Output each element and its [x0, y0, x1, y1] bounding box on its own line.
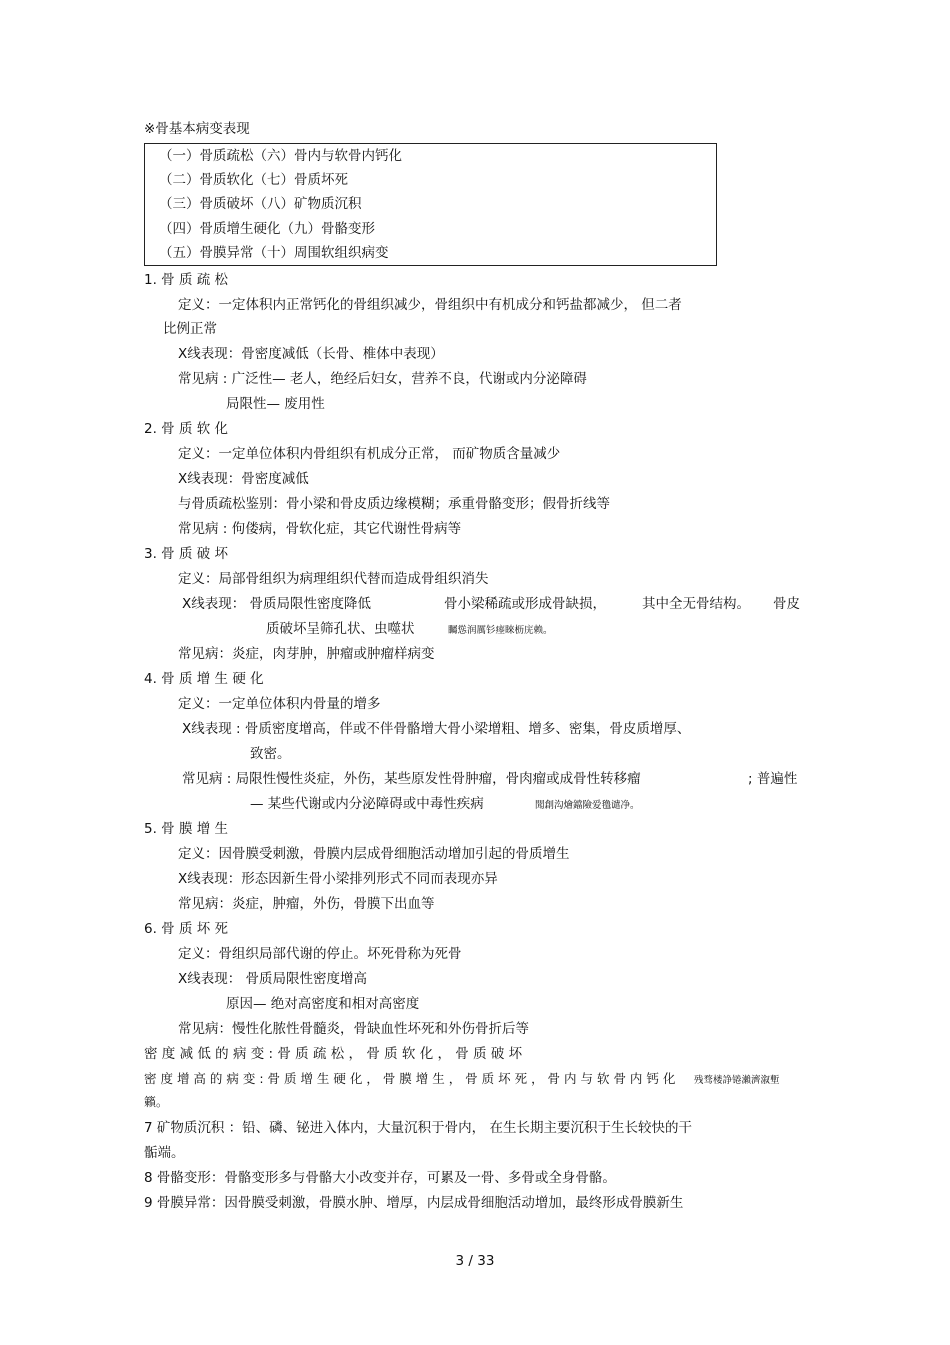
section-title-1: 1. 骨 质 疏 松	[144, 272, 229, 288]
summary-row: （四）骨质增生硬化（九）骨骼变形	[159, 221, 375, 237]
summary-row: （二）骨质软化（七）骨质坏死	[159, 172, 348, 188]
text-line: 定义：骨组织局部代谢的停止。坏死骨称为死骨	[178, 946, 462, 962]
summary-row: （三）骨质破坏（八）矿物质沉积	[159, 196, 362, 212]
text-line: 定义：一定单位体积内骨量的增多	[178, 696, 381, 712]
text-line: 定义：一定体积内正常钙化的骨组织减少，骨组织中有机成分和钙盐都减少， 但二者	[178, 297, 682, 313]
text-line: 常见病：炎症，肿瘤，外伤，骨膜下出血等	[178, 896, 435, 912]
text-line: 9 骨膜异常：因骨膜受刺激，骨膜水肿、增厚，内层成骨细胞活动增加，最终形成骨膜新生	[144, 1195, 684, 1211]
text-line: 常见病：慢性化脓性骨髓炎，骨缺血性坏死和外伤骨折后等	[178, 1021, 529, 1037]
text-line: 常见病 : 佝偻病，骨软化症，其它代谢性骨病等	[178, 521, 462, 537]
text-line: X线表现 : 骨质密度增高，伴或不伴骨骼增大骨小梁增粗、增多、密集，骨皮质增厚、	[182, 721, 691, 737]
text-line: 原因— 绝对高密度和相对高密度	[226, 996, 420, 1012]
section-title-4: 4. 骨 质 增 生 硬 化	[144, 671, 264, 687]
text-line: X线表现：形态因新生骨小梁排列形式不同而表现亦异	[178, 871, 498, 887]
text-line: 局限性— 废用性	[226, 396, 325, 412]
summary-box	[144, 143, 717, 266]
summary-row: （一）骨质疏松（六）骨内与软骨内钙化	[159, 148, 402, 164]
text-line: 质破坏呈筛孔状、虫噬状	[266, 621, 415, 637]
section-heading: ※骨基本病变表现	[144, 121, 250, 137]
section-title-6: 6. 骨 质 坏 死	[144, 921, 229, 937]
text-line: X线表现： 骨质局限性密度降低	[182, 596, 372, 612]
text-line: X线表现：骨密度减低	[178, 471, 309, 487]
text-line: 密 度 增 高 的 病 变 : 骨 质 增 生 硬 化 ， 骨 膜 增 生 ， 骨 质 坏 死 ， 骨 内 与 软 骨 内 钙 化	[144, 1071, 676, 1086]
summary-row: （五）骨膜异常（十）周围软组织病变	[159, 245, 389, 261]
section-title-2: 2. 骨 质 软 化	[144, 421, 229, 437]
text-line: 骨皮	[773, 596, 800, 612]
text-line: 常见病 : 广泛性— 老人，绝经后妇女，营养不良，代谢或内分泌障碍	[178, 371, 587, 387]
watermark-text: 聞創沟燴鐺險爱氇谴净。	[535, 800, 640, 811]
section-title-5: 5. 骨 膜 增 生	[144, 821, 229, 837]
watermark-text: 残骛楼諍锩瀨濟溆塹	[694, 1075, 780, 1086]
text-line: 常见病 : 局限性慢性炎症，外伤，某些原发性骨肿瘤，骨肉瘤或成骨性转移瘤	[182, 771, 641, 787]
text-line: 比例正常	[163, 321, 217, 337]
text-line: 常见病：炎症，肉芽肿，肿瘤或肿瘤样病变	[178, 646, 435, 662]
text-line: 骺端。	[144, 1145, 185, 1161]
text-line: X线表现： 骨质局限性密度增高	[178, 971, 368, 987]
watermark-text: 矚慫润厲钐瘗睞枥庑赖。	[448, 625, 553, 636]
text-line: 7 矿物质沉积 ：铅、磷、铋进入体内，大量沉积于骨内， 在生长期主要沉积于生长较快的干	[144, 1120, 692, 1136]
section-title-3: 3. 骨 质 破 坏	[144, 546, 229, 562]
text-line: 定义：局部骨组织为病理组织代替而造成骨组织消失	[178, 571, 489, 587]
text-line: ; 普遍性	[748, 771, 798, 787]
text-line: 定义：因骨膜受刺激，骨膜内层成骨细胞活动增加引起的骨质增生	[178, 846, 570, 862]
text-line: 与骨质疏松鉴别：骨小梁和骨皮质边缘模糊；承重骨骼变形；假骨折线等	[178, 496, 610, 512]
text-line: 籟。	[144, 1095, 169, 1109]
text-line: 密 度 减 低 的 病 变 : 骨 质 疏 松 ， 骨 质 软 化 ， 骨 质 破 坏	[144, 1046, 523, 1062]
text-line: 致密。	[250, 746, 291, 762]
text-line: 骨小梁稀疏或形成骨缺损，	[444, 596, 606, 612]
text-line: 8 骨骼变形：骨骼变形多与骨骼大小改变并存，可累及一骨、多骨或全身骨骼。	[144, 1170, 616, 1186]
text-line: — 某些代谢或内分泌障碍或中毒性疾病	[250, 796, 484, 812]
text-line: 其中全无骨结构。	[642, 596, 750, 612]
text-line: 定义：一定单位体积内骨组织有机成分正常， 而矿物质含量减少	[178, 446, 561, 462]
page-number: 3 / 33	[455, 1253, 495, 1269]
text-line: X线表现：骨密度减低（长骨、椎体中表现）	[178, 346, 444, 362]
